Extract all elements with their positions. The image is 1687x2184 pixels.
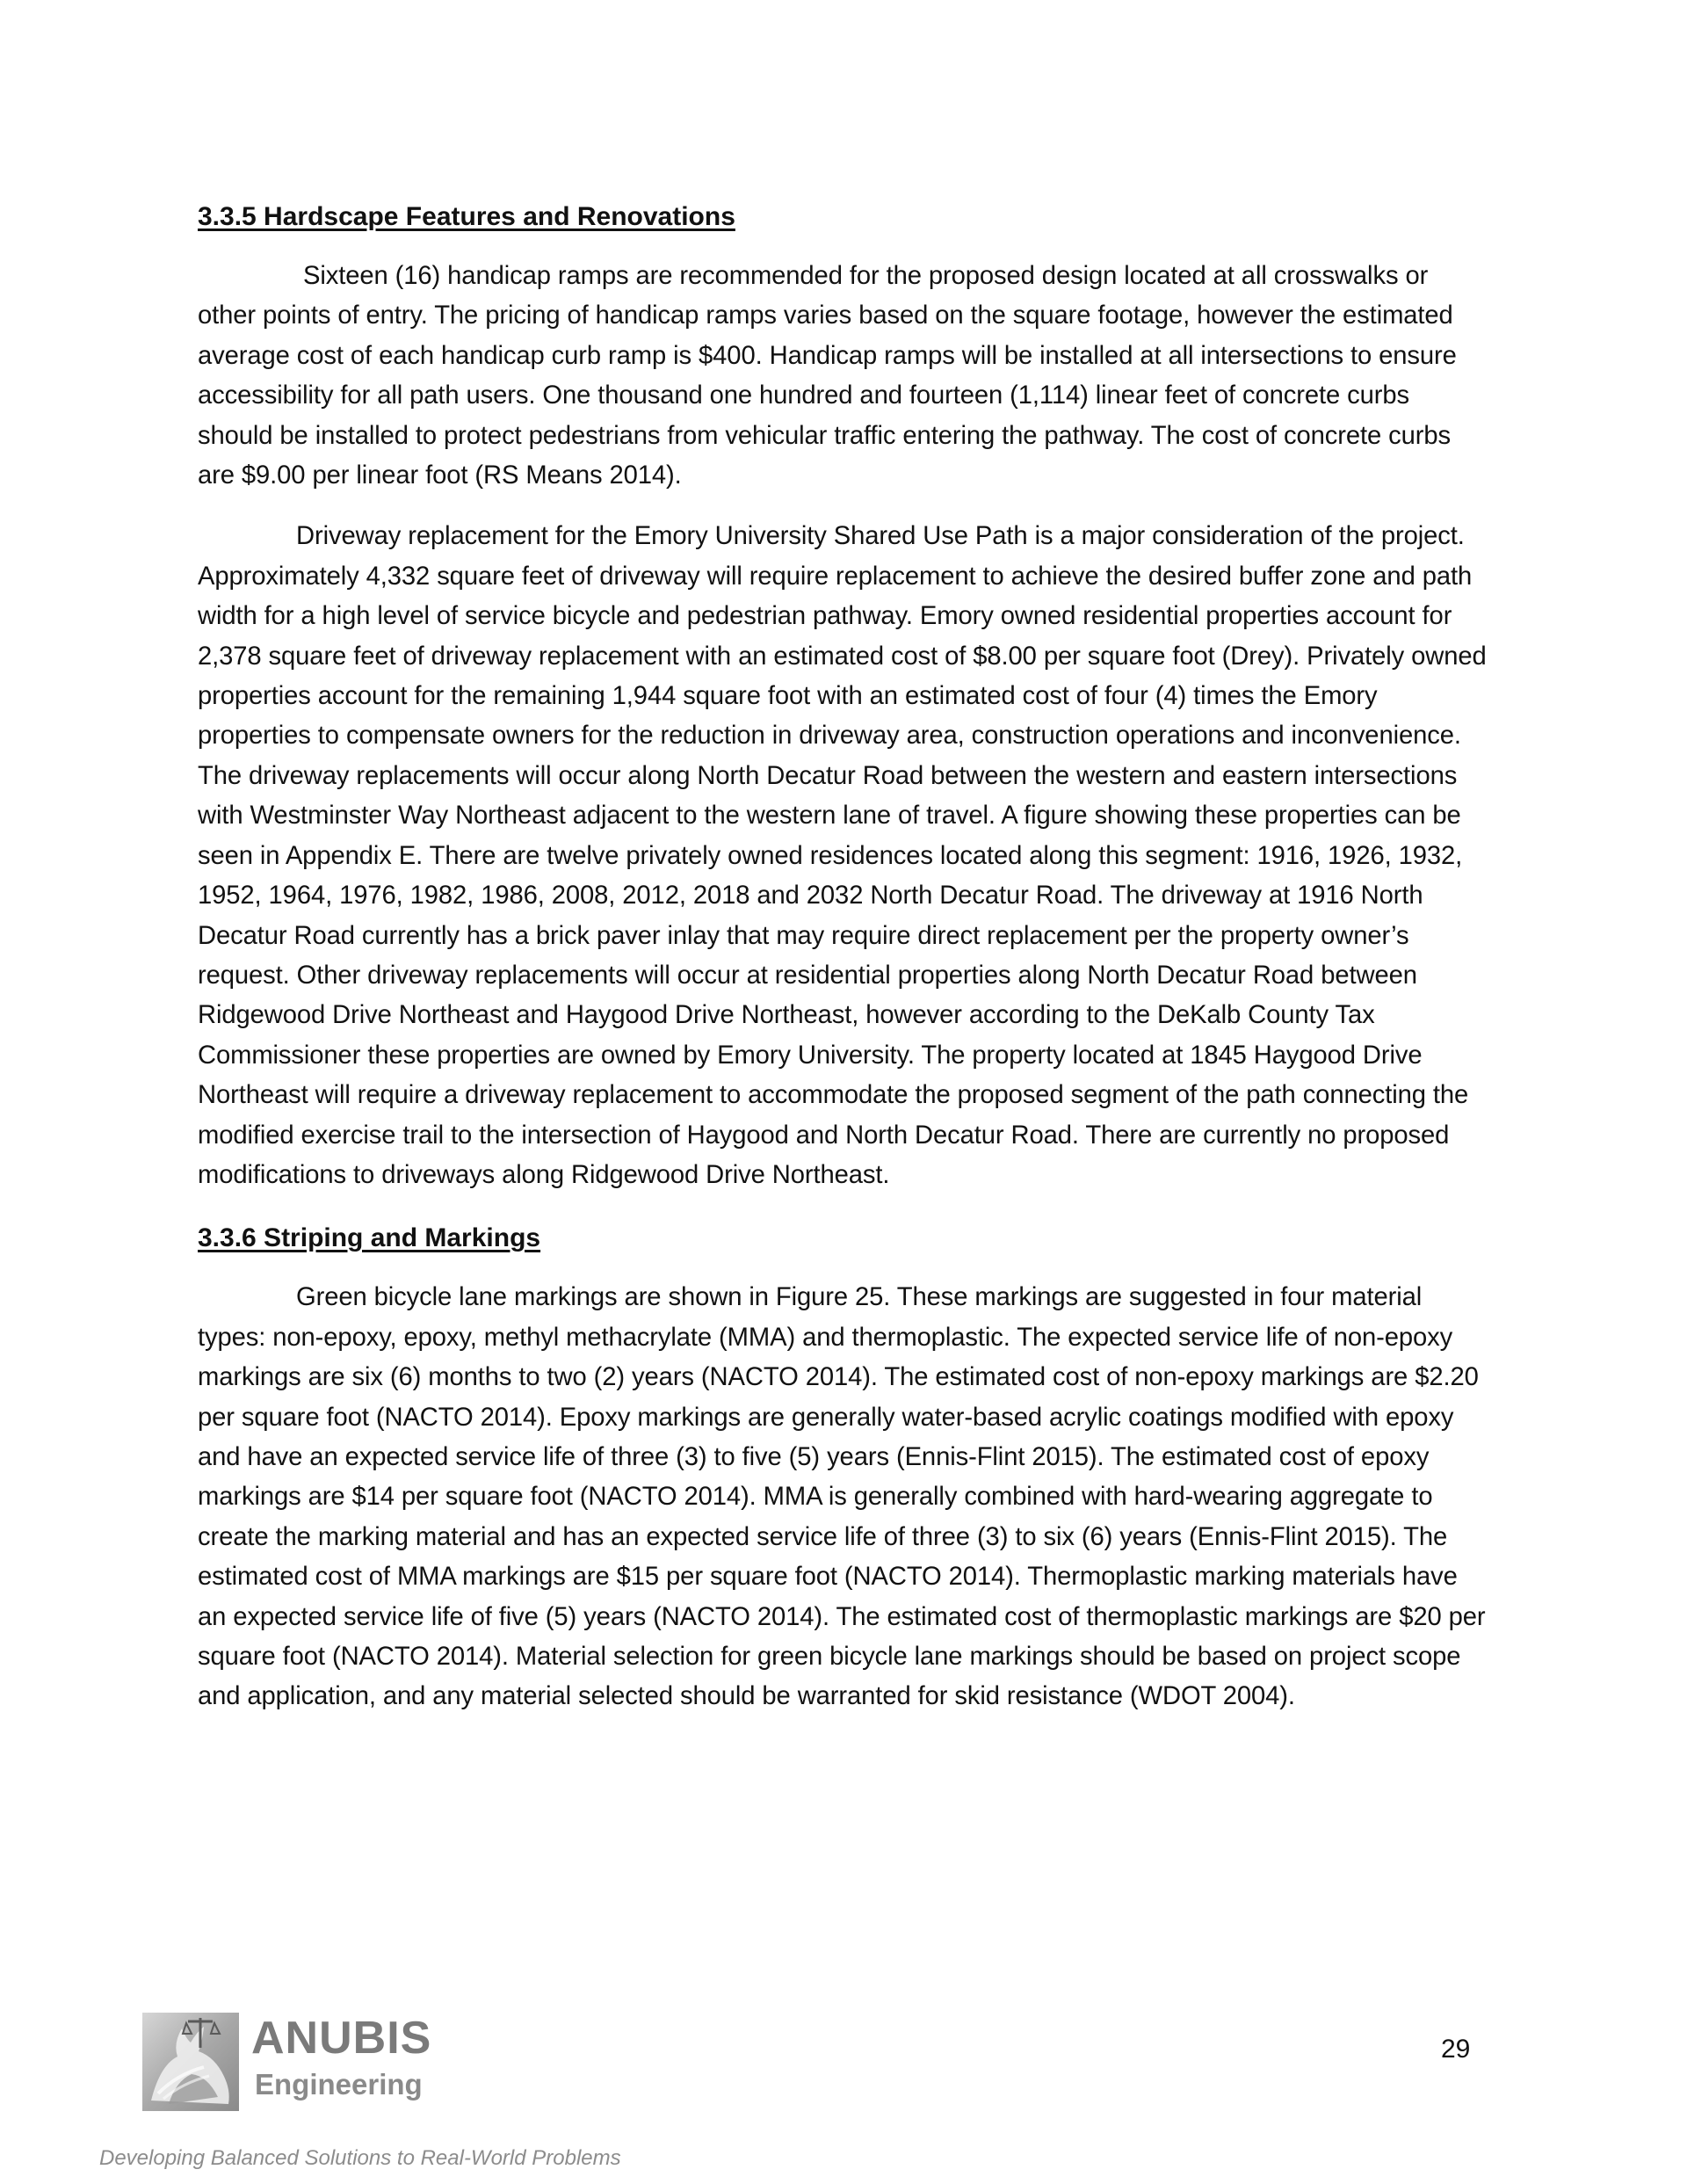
- anubis-jackal-scales-icon: [142, 2013, 239, 2111]
- page-number: 29: [1441, 2035, 1471, 2064]
- logo-name: ANUBIS: [251, 2013, 432, 2064]
- company-logo: [142, 2013, 441, 2116]
- footer-tagline: Developing Balanced Solutions to Real-World Problems: [99, 2146, 621, 2170]
- paragraph-handicap-ramps: Sixteen (16) handicap ramps are recommended for the proposed design located at all crosswalks or other points of entry. The pricing of handicap ramps varies based on the square footage, however the estimated average cost of each handicap curb ramp is $400. Handicap ramps will be installed at all intersections to ensure accessibility for all path users. One thousand one hundred and fourteen (1,114) linear feet of concrete curbs should be installed to protect pedestrians from vehicular traffic entering the pathway. The cost of concrete curbs are $9.00 per linear foot (RS Means 2014).: [198, 262, 1457, 490]
- logo-subtitle: Engineering: [255, 2068, 423, 2101]
- paragraph-driveway-replacement: Driveway replacement for the Emory University Shared Use Path is a major consideration of the project. Approximately 4,332 square feet of driveway will require replacement to achieve the desired buffer zone and path width for a high level of service bicycle and pedestrian pathway. Emory owned residential properties account for 2,378 square feet of driveway replacement with an estimated cost of $8.00 per square foot (Drey). Privately owned properties account for the remaining 1,944 square foot with an estimated cost of four (4) times the Emory properties to compensate owners for the reduction in driveway area, construction operations and inconvenience. The driveway replacements will occur along North Decatur Road between the western and eastern intersections with Westminster Way Northeast adjacent to the western lane of travel. A figure showing these properties can be seen in Appendix E. There are twelve privately owned residences located along this segment: 1916, 1926, 1932, 1952, 1964, 1976, 1982, 1986, 2008, 2012, 2018 and 2032 North Decatur Road. The driveway at 1916 North Decatur Road currently has a brick paver inlay that may require direct replacement per the property owner’s request. Other driveway replacements will occur at residential properties along North Decatur Road between Ridgewood Drive Northeast and Haygood Drive Northeast, however according to the DeKalb County Tax Commissioner these properties are owned by Emory University. The property located at 1845 Haygood Drive Northeast will require a driveway replacement to accommodate the proposed segment of the path connecting the modified exercise trail to the intersection of Haygood and North Decatur Road. There are currently no proposed modifications to driveways along Ridgewood Drive Northeast.: [198, 522, 1487, 1189]
- section-heading-striping: 3.3.6 Striping and Markings: [198, 1223, 541, 1253]
- paragraph-green-markings: Green bicycle lane markings are shown in Figure 25. These markings are suggested in four material types: non-epoxy, epoxy, methyl methacrylate (MMA) and thermoplastic. The expected service life of non-epoxy markings are six (6) months to two (2) years (NACTO 2014). The estimated cost of non-epoxy markings are $2.20 per square foot (NACTO 2014). Epoxy markings are generally water-based acrylic coatings modified with epoxy and have an expected service life of three (3) to five (5) years (Ennis-Flint 2015). The estimated cost of epoxy markings are $14 per square foot (NACTO 2014). MMA is generally combined with hard-wearing aggregate to create the marking material and has an expected service life of three (3) to six (6) years (Ennis-Flint 2015). The estimated cost of MMA markings are $15 per square foot (NACTO 2014). Thermoplastic marking materials have an expected service life of five (5) years (NACTO 2014). The estimated cost of thermoplastic markings are $20 per square foot (NACTO 2014). Material selection for green bicycle lane markings should be based on project scope and application, and any material selected should be warranted for skid resistance (WDOT 2004).: [198, 1283, 1486, 1711]
- page-content: [198, 195, 1489, 1738]
- section-heading-hardscape: 3.3.5 Hardscape Features and Renovations: [198, 202, 735, 231]
